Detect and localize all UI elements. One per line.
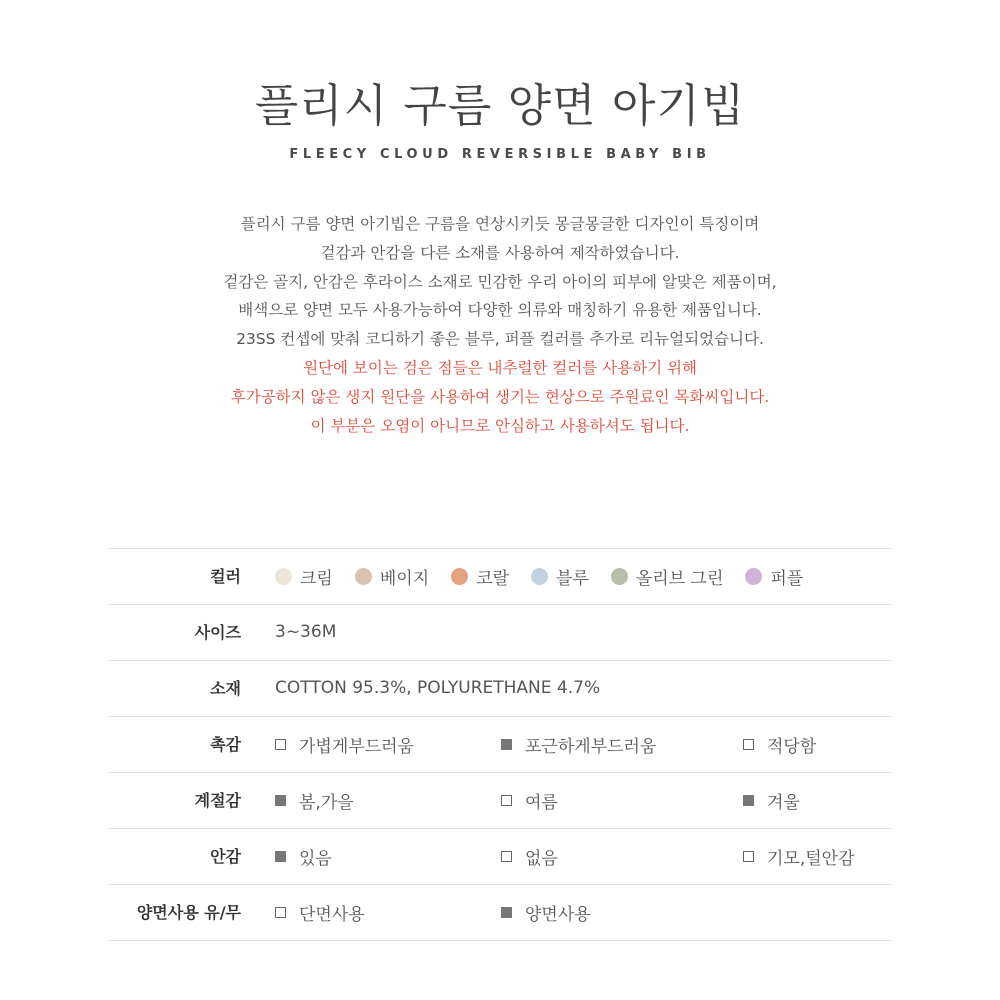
color-swatch — [531, 568, 548, 585]
spec-row-size — [107, 605, 893, 661]
option-label: 있음 — [299, 849, 332, 869]
option-label: 겨울 — [767, 793, 800, 813]
description-line: 겉감과 안감을 다른 소재를 사용하여 제작하였습니다. — [320, 243, 680, 262]
spec-row-lining — [107, 829, 893, 885]
checkbox-icon — [501, 851, 512, 862]
option-label: 봄,가을 — [299, 793, 354, 813]
option-label: 양면사용 — [525, 905, 591, 925]
notice-line: 이 부분은 오염이 아니므로 안심하고 사용하셔도 됩니다. — [310, 416, 690, 435]
spec-row-season — [107, 773, 893, 829]
lining-option — [501, 829, 558, 884]
checkbox-icon — [743, 739, 754, 750]
color-name: 크림 — [300, 569, 333, 589]
color-name: 코랄 — [476, 569, 509, 589]
spec-label: 계절감 — [194, 791, 241, 810]
option-label: 적당함 — [767, 737, 817, 757]
lining-option — [275, 829, 332, 884]
spec-label: 소재 — [210, 679, 241, 698]
option-label: 기모,털안감 — [767, 849, 855, 869]
spec-label: 양면사용 유/무 — [136, 903, 241, 922]
color-option-beige — [355, 564, 429, 589]
description-line: 겉감은 골지, 안감은 후라이스 소재로 민감한 우리 아이의 피부에 알맞은 제품이며, — [223, 272, 777, 291]
season-option — [501, 773, 558, 828]
texture-option — [501, 717, 656, 772]
spec-row-material — [107, 661, 893, 717]
notice-line: 원단에 보이는 검은 점들은 내추럴한 컬러를 사용하기 위해 — [303, 358, 697, 377]
product-title: 플리시 구름 양면 아기빕 — [254, 79, 746, 132]
description-line: 플리시 구름 양면 아기빕은 구름을 연상시키듯 몽글몽글한 디자인이 특징이며 — [240, 215, 760, 233]
spec-label: 컬러 — [210, 567, 241, 586]
color-name: 베이지 — [379, 569, 430, 589]
checkbox-icon — [743, 851, 754, 862]
color-option-coral — [451, 564, 509, 589]
color-swatch — [745, 568, 762, 585]
color-option-purple — [745, 564, 803, 589]
color-option-blue — [531, 564, 589, 589]
checkbox-icon — [275, 795, 286, 806]
checkbox-icon — [501, 907, 512, 918]
color-options — [275, 549, 825, 604]
option-label: 단면사용 — [299, 905, 365, 925]
color-name: 올리브 그린 — [635, 569, 724, 589]
color-swatch — [275, 568, 292, 585]
checkbox-icon — [743, 795, 754, 806]
spec-table — [107, 548, 893, 941]
season-option — [275, 773, 354, 828]
description-line: 배색으로 양면 모두 사용가능하여 다양한 의류와 매칭하기 유용한 제품입니다. — [238, 301, 762, 320]
option-label: 포근하게부드러움 — [525, 737, 657, 757]
color-swatch — [451, 568, 468, 585]
color-name: 퍼플 — [770, 569, 804, 589]
spec-row-reversible — [107, 885, 893, 941]
option-label: 없음 — [525, 849, 558, 869]
color-option-cream — [275, 564, 333, 589]
reversible-option — [275, 885, 365, 940]
notice-line: 후가공하지 않은 생지 원단을 사용하여 생기는 현상으로 주원료인 목화씨입니다. — [230, 387, 770, 406]
material-value: COTTON 95.3%, POLYURETHANE 4.7% — [275, 678, 601, 698]
product-description — [0, 210, 1000, 440]
product-subtitle: FLEECY CLOUD REVERSIBLE BABY BIB — [289, 147, 711, 162]
checkbox-icon — [501, 739, 512, 750]
spec-label: 사이즈 — [194, 623, 241, 642]
checkbox-icon — [275, 907, 286, 918]
texture-option — [275, 717, 414, 772]
size-value: 3~36M — [275, 622, 337, 642]
color-swatch — [611, 568, 628, 585]
option-label: 가볍게부드러움 — [299, 737, 414, 757]
spec-label: 촉감 — [210, 735, 241, 754]
description-line: 23SS 컨셉에 맞춰 코디하기 좋은 블루, 퍼플 컬러를 추가로 리뉴얼되었습니다. — [236, 330, 764, 349]
checkbox-icon — [275, 851, 286, 862]
spec-row-color — [107, 549, 893, 605]
checkbox-icon — [501, 795, 512, 806]
season-option — [743, 773, 800, 828]
spec-label: 안감 — [210, 847, 241, 866]
spec-row-texture — [107, 717, 893, 773]
reversible-option — [501, 885, 591, 940]
color-name: 블루 — [556, 569, 589, 589]
color-option-olive-green — [611, 564, 724, 589]
option-label: 여름 — [525, 793, 558, 813]
texture-option — [743, 717, 816, 772]
color-swatch — [355, 568, 372, 585]
checkbox-icon — [275, 739, 286, 750]
lining-option — [743, 829, 855, 884]
